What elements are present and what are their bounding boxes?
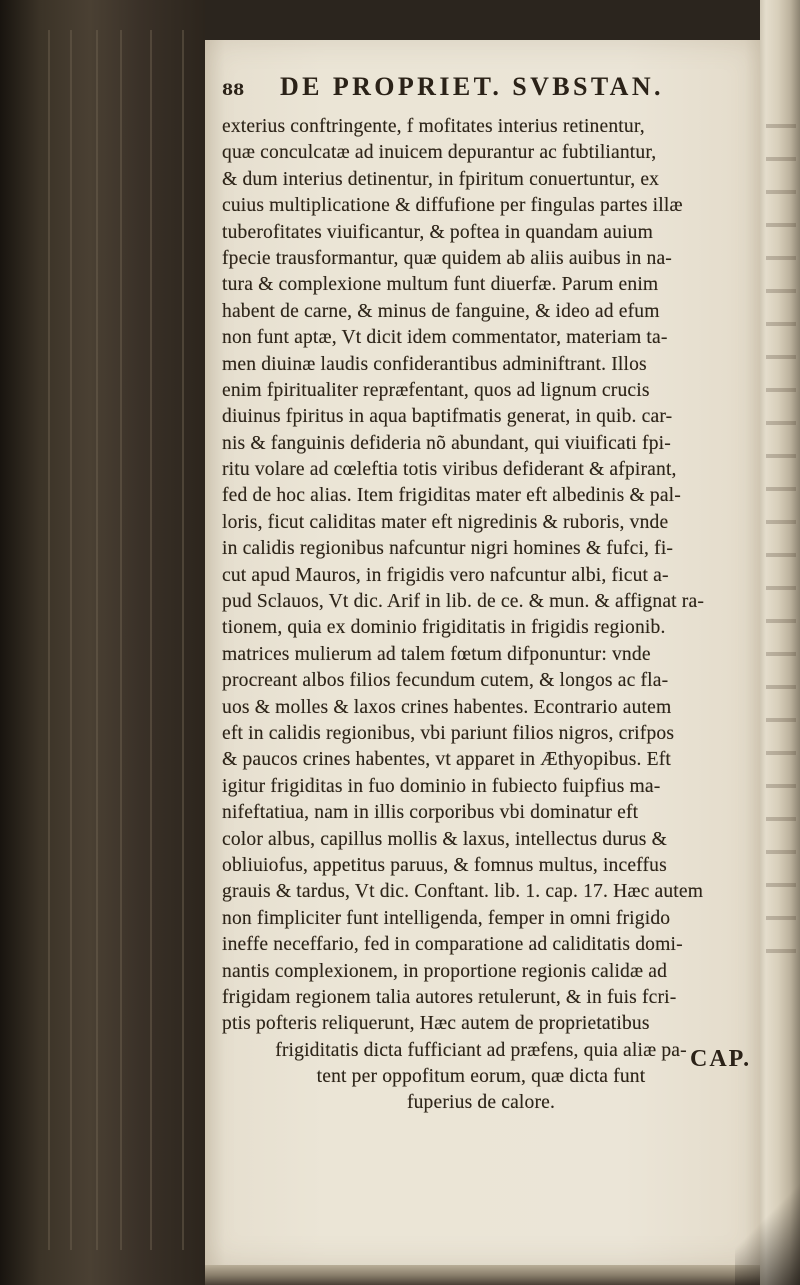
text-line: color albus, capillus mollis & laxus, intellectus durus &	[222, 828, 667, 850]
text-line: obliuiofus, appetitus paruus, & fomnus multus, inceffus	[222, 854, 667, 876]
text-line: cuius multiplicatione & diffufione per fingulas partes illæ	[222, 195, 683, 217]
page-stack-edge	[150, 30, 152, 1250]
text-line: tuberofitates viuificantur, & poftea in quandam auium	[222, 221, 654, 243]
text-line: exterius conftringente, f mofitates interius retinentur,	[222, 116, 645, 137]
text-line: non fimpliciter funt intelligenda, femper in omni frigido	[222, 907, 671, 929]
page-stack-edge	[70, 30, 72, 1250]
text-line: diuinus fpiritus in aqua baptifmatis generat, in quib. car-	[222, 406, 673, 428]
text-line-centered: frigiditatis dicta fufficiant ad præfens, quia aliæ pa-	[275, 1039, 687, 1061]
text-line: enim fpiritualiter repræfentant, quos ad lignum crucis	[222, 379, 650, 401]
text-line: pud Sclauos, Vt dic. Arif in lib. de ce. & mun. & affignat ra-	[222, 591, 704, 613]
page-stack-edge	[182, 30, 184, 1250]
text-line: nifeftatiua, nam in illis corporibus vbi dominatur eft	[222, 802, 639, 824]
text-line: habent de carne, & minus de fanguine, & ideo ad efum	[222, 300, 660, 322]
text-line: uos & molles & laxos crines habentes. Econtrario autem	[222, 696, 672, 718]
text-line: fed de hoc alias. Item frigiditas mater eft albedinis & pal-	[222, 485, 681, 507]
text-line: fpecie trausformantur, quæ quidem ab aliis auibus in na-	[222, 247, 672, 269]
catchword: CAP.	[690, 1046, 752, 1072]
text-line: grauis & tardus, Vt dic. Conftant. lib. 1. cap. 17. Hæc autem	[222, 881, 704, 903]
text-line: matrices mulierum ad talem fœtum difponuntur: vnde	[222, 643, 651, 665]
text-line: nis & fanguinis defideria nõ abundant, qui viuificati fpi-	[222, 432, 671, 454]
text-line: & paucos crines habentes, vt apparet in Æthyopibus. Eft	[222, 749, 672, 771]
page-stack-edge	[120, 30, 122, 1250]
text-line-centered: fuperius de calore.	[406, 1092, 556, 1114]
page-bottom-edge	[205, 1265, 760, 1285]
text-line: loris, ficut caliditas mater eft nigredinis & ruboris, vnde	[222, 511, 669, 533]
page-number: 88	[222, 80, 245, 99]
page-stack-edge	[96, 30, 98, 1250]
adjacent-page-edge	[760, 0, 800, 1285]
corner-shadow	[735, 1180, 800, 1285]
body-text	[222, 114, 762, 1117]
text-line: ritu volare ad cœleftia totis viribus defiderant & afpirant,	[222, 459, 677, 481]
text-line: men diuinæ laudis confiderantibus adminiftrant. Illos	[222, 353, 647, 375]
running-head: DE PROPRIET. SVBSTAN.	[280, 72, 664, 101]
text-line: cut apud Mauros, in frigidis vero nafcuntur albi, ficut a-	[222, 564, 669, 586]
text-line: non funt aptæ, Vt dicit idem commentator, materiam ta-	[222, 327, 668, 349]
text-line: eft in calidis regionibus, vbi pariunt filios nigros, crifpos	[222, 722, 675, 744]
page-header	[222, 72, 742, 108]
page-stack-edge	[48, 30, 50, 1250]
text-line: & dum interius detinentur, in fpiritum conuertuntur, ex	[222, 168, 660, 190]
bleed-through-marks	[766, 100, 796, 960]
text-line: ineffe neceffario, fed in comparatione ad caliditatis domi-	[222, 934, 683, 956]
text-line: ptis pofteris reliquerunt, Hæc autem de proprietatibus	[222, 1013, 650, 1035]
text-line: nantis complexionem, in proportione regionis calidæ ad	[222, 960, 668, 982]
text-line: igitur frigiditas in fuo dominio in fubiecto fuipfius ma-	[222, 775, 661, 797]
binding-gutter	[0, 0, 205, 1285]
text-line: procreant albos filios fecundum cutem, & longos ac fla-	[222, 670, 669, 692]
text-line: tionem, quia ex dominio frigiditatis in frigidis regionib.	[222, 617, 666, 639]
text-line: quæ conculcatæ ad inuicem depurantur ac fubtiliantur,	[222, 142, 657, 164]
text-line: tura & complexione multum funt diuerfæ. Parum enim	[222, 274, 659, 296]
text-line: frigidam regionem talia autores retulerunt, & in fuis fcri-	[222, 986, 677, 1008]
text-line-centered: tent per oppofitum eorum, quæ dicta funt	[316, 1066, 646, 1088]
text-line: in calidis regionibus nafcuntur nigri homines & fufci, fi-	[222, 538, 674, 560]
